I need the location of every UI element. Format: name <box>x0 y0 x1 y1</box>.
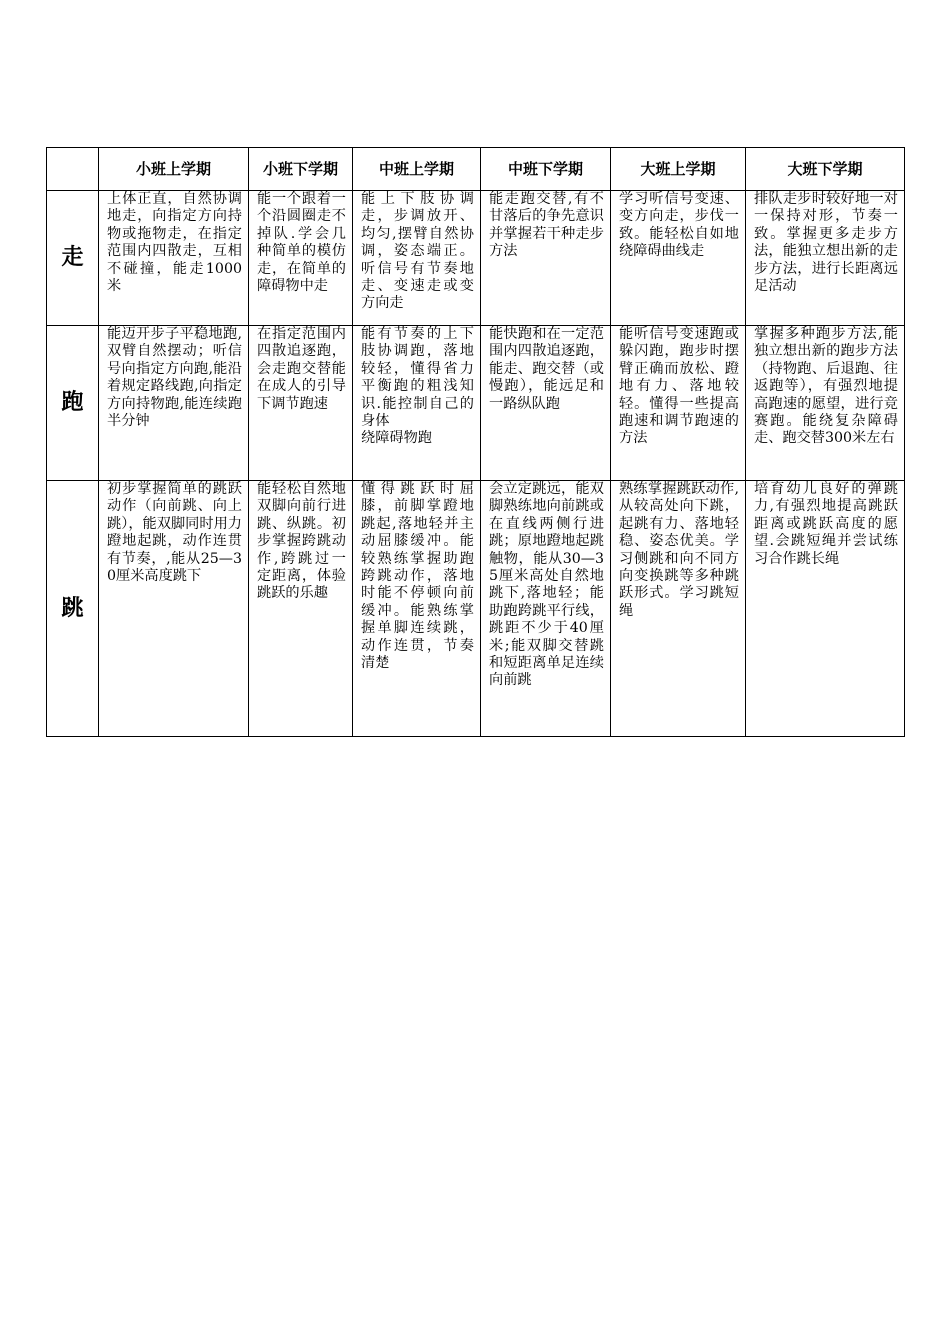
table-cell: 学习听信号变速、变方向走，步伐一致。能轻松自如地绕障碍曲线走 <box>611 191 746 326</box>
table-cell: 掌握多种跑步方法,能独立想出新的跑步方法（持物跑、后退跑、往返跑等），有强烈地提高跑速的愿望，进行竞赛跑。能绕复杂障碍走、跑交替300米左右 <box>746 326 905 481</box>
table-row-run <box>47 326 905 481</box>
header-middle-term1: 中班上学期 <box>353 148 481 191</box>
table-cell: 能轻松自然地双脚向前行进跳、纵跳。初步掌握跨跳动作,跨跳过一定距离，体验跳跃的乐趣 <box>249 481 353 737</box>
header-senior-term2: 大班下学期 <box>746 148 905 191</box>
table-cell: 能有节奏的上下肢协调跑，落地较轻，懂得省力平衡跑的粗浅知识.能控制自己的身体 绕障碍物跑 <box>353 326 481 481</box>
table-row-jump <box>47 481 905 737</box>
table-cell: 懂得跳跃时屈膝，前脚掌蹬地跳起,落地轻并主动屈膝缓冲。能较熟练掌握助跑跨跳动作，落地时能不停顿向前缓冲。能熟练掌握单脚连续跳，动作连贯，节奏清楚 <box>353 481 481 737</box>
corner-cell <box>47 148 99 191</box>
header-middle-term2: 中班下学期 <box>481 148 611 191</box>
table-cell: 能上下肢协调走，步调放开、均匀,摆臂自然协调，姿态端正。听信号有节奏地走、变速走或变方向走 <box>353 191 481 326</box>
table-cell: 能快跑和在一定范围内四散追逐跑，能走、跑交替（或慢跑），能远足和一路纵队跑 <box>481 326 611 481</box>
row-label-run: 跑 <box>47 326 99 481</box>
row-label-walk: 走 <box>47 191 99 326</box>
table-cell: 能一个跟着一个沿圆圈走不掉队.学会几种简单的模仿走，在简单的障碍物中走 <box>249 191 353 326</box>
table-cell: 在指定范围内四散追逐跑，会走跑交替能在成人的引导下调节跑速 <box>249 326 353 481</box>
header-row <box>47 148 905 191</box>
table-cell: 能走跑交替,有不甘落后的争先意识并掌握若干种走步方法 <box>481 191 611 326</box>
table-cell: 会立定跳远，能双脚熟练地向前跳或在直线两侧行进跳；原地蹬地起跳触物，能从30—35厘米高处自然地跳下,落地轻；能助跑跨跳平行线，跳距不少于40厘米;能双脚交替跳和短距离单足连续向前跳 <box>481 481 611 737</box>
table-cell: 能听信号变速跑或躲闪跑，跑步时摆臂正确而放松、蹬地有力、落地较轻。懂得一些提高跑速和调节跑速的方法 <box>611 326 746 481</box>
table-cell: 熟练掌握跳跃动作,从较高处向下跳，起跳有力、落地轻稳、姿态优美。学习侧跳和向不同方向变换跳等多种跳跃形式。学习跳短绳 <box>611 481 746 737</box>
table-row-walk <box>47 191 905 326</box>
table-cell: 初步掌握简单的跳跃动作（向前跳、向上跳），能双脚同时用力蹬地起跳，动作连贯有节奏，,能从25—30厘米高度跳下 <box>99 481 249 737</box>
table-cell: 能迈开步子平稳地跑,双臂自然摆动；听信号向指定方向跑,能沿着规定路线跑,向指定方向持物跑,能连续跑半分钟 <box>99 326 249 481</box>
table-cell: 排队走步时较好地一对一保持对形，节奏一致。掌握更多走步方法，能独立想出新的走步方法，进行长距离远足活动 <box>746 191 905 326</box>
header-junior-term2: 小班下学期 <box>249 148 353 191</box>
header-junior-term1: 小班上学期 <box>99 148 249 191</box>
row-label-jump: 跳 <box>47 481 99 737</box>
table-cell: 培育幼儿良好的弹跳力,有强烈地提高跳跃距离或跳跃高度的愿望.会跳短绳并尝试练习合作跳长绳 <box>746 481 905 737</box>
table-cell: 上体正直，自然协调地走，向指定方向持物或拖物走，在指定范围内四散走，互相不碰撞，能走1000米 <box>99 191 249 326</box>
motor-skills-table <box>46 147 905 737</box>
header-senior-term1: 大班上学期 <box>611 148 746 191</box>
